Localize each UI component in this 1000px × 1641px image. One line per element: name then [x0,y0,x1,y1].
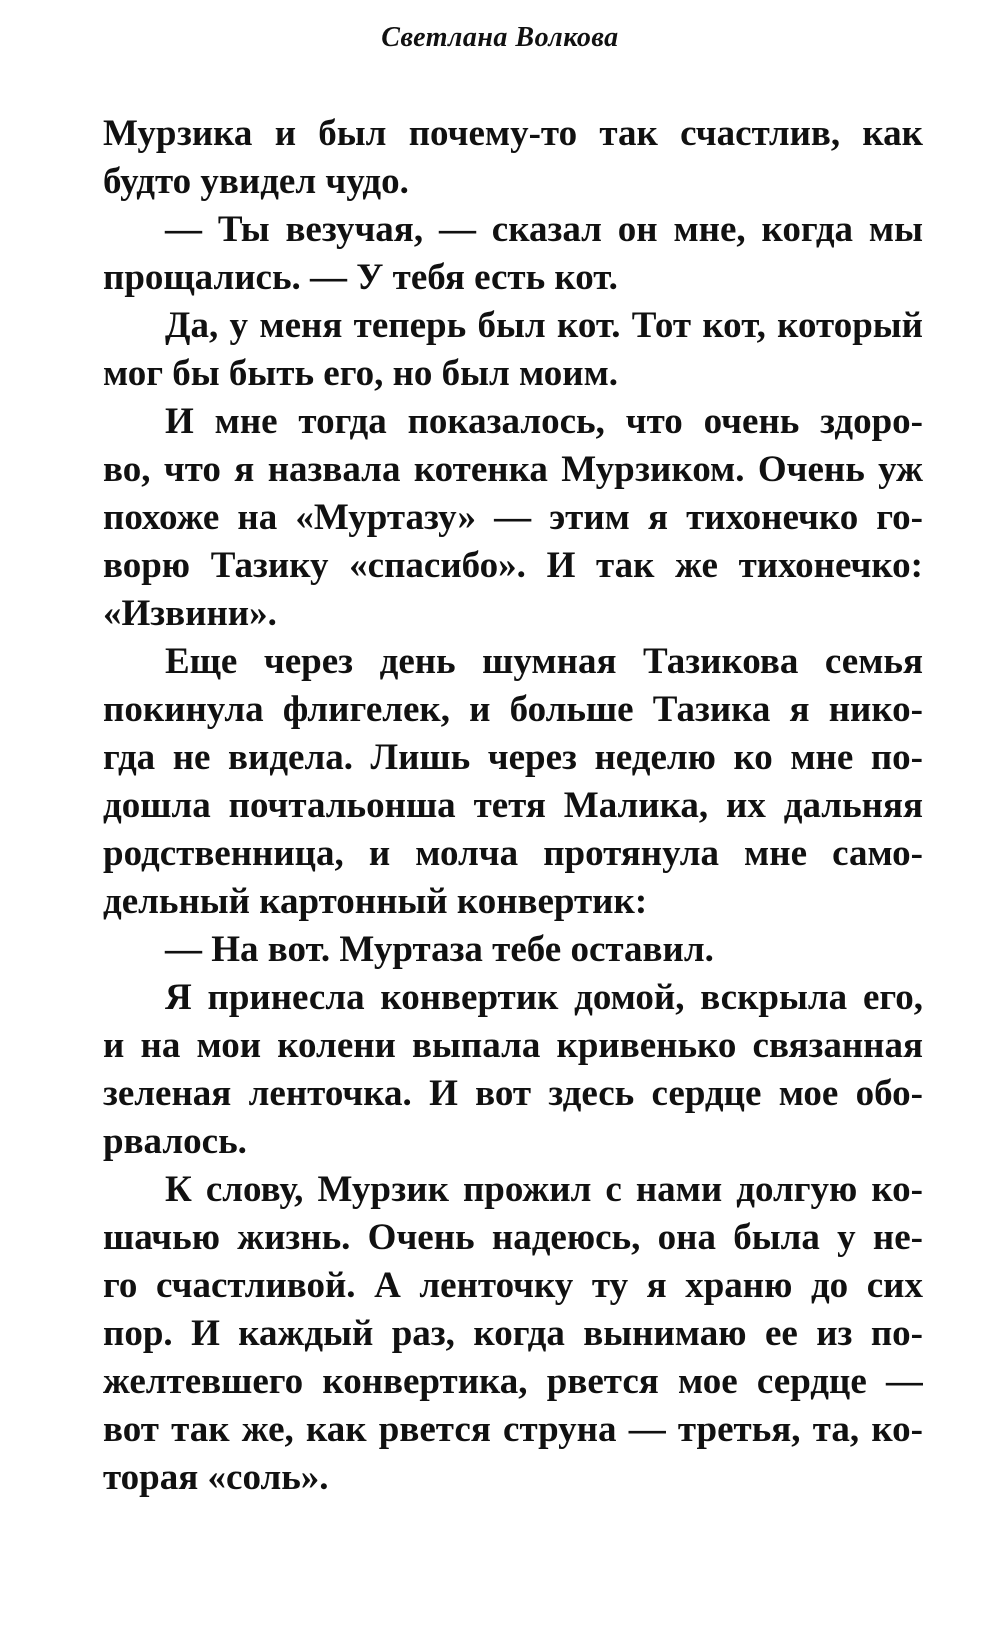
text-line: вот так же, как рвется струна — третья, та, ко- [103,1409,923,1450]
text-line: ворю Тазику «спасибо». И так же тихонечко: [103,545,923,586]
text-line: К слову, Мурзик прожил с нами долгую ко- [165,1169,923,1210]
text-line: Еще через день шумная Тазикова семья [165,641,923,682]
text-line: похоже на «Муртазу» — этим я тихонечко го- [103,497,923,538]
page-body-text [103,110,923,1502]
text-line: го счастливой. А ленточку ту я храню до сих [103,1265,923,1306]
text-line: дошла почтальонша тетя Малика, их дальняя [103,785,923,826]
text-line: И мне тогда показалось, что очень здоро- [165,401,923,442]
text-line: во, что я назвала котенка Мурзиком. Очень уж [103,449,923,490]
text-line: зеленая ленточка. И вот здесь сердце мое обо- [103,1073,923,1114]
text-line: гда не видела. Лишь через неделю ко мне по- [103,737,923,778]
text-line: — На вот. Муртаза тебе оставил. [165,929,714,970]
text-line: шачью жизнь. Очень надеюсь, она была у не- [103,1217,923,1258]
text-line: и на мои колени выпала кривенько связанная [103,1025,923,1066]
text-line: прощались. — У тебя есть кот. [103,257,618,298]
text-line: Мурзика и был почему-то так счастлив, как [103,113,923,154]
text-line: родственница, и молча протянула мне само- [103,833,923,874]
text-line: мог бы быть его, но был моим. [103,353,619,394]
text-line: «Извини». [103,593,277,634]
text-line: Да, у меня теперь был кот. Тот кот, который [165,305,923,346]
text-line: желтевшего конвертика, рвется мое сердце — [103,1361,923,1402]
running-head-author: Светлана Волкова [381,22,619,53]
text-line: покинула флигелек, и больше Тазика я нико- [103,689,923,730]
text-line: торая «соль». [103,1457,329,1498]
text-line: Я принесла конвертик домой, вскрыла его, [165,977,923,1018]
text-line: будто увидел чудо. [103,161,409,202]
text-line: дельный картонный конвертик: [103,881,648,922]
text-line: пор. И каждый раз, когда вынимаю ее из по- [103,1313,923,1354]
text-line: — Ты везучая, — сказал он мне, когда мы [165,209,923,250]
text-line: рвалось. [103,1121,247,1162]
